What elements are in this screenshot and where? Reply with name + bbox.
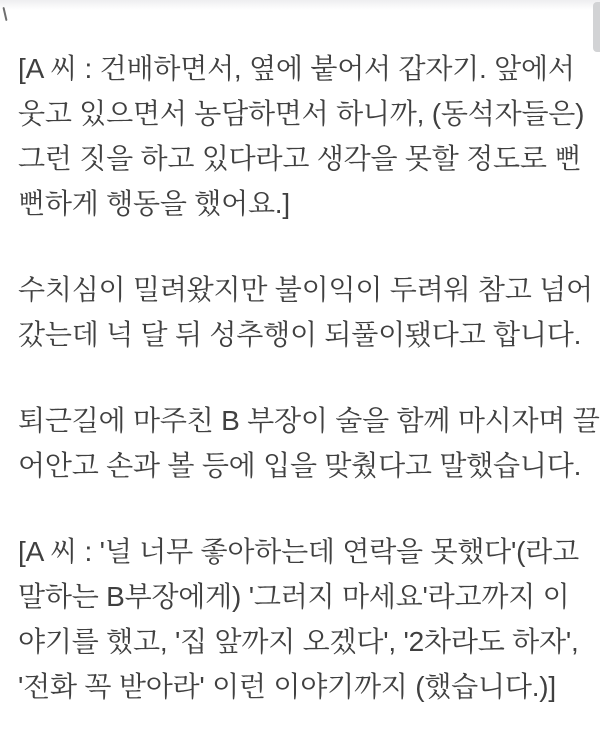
quote-paragraph-1: [A 씨 : 건배하면서, 옆에 붙어서 갑자기. 앞에서 웃고 있으면서 농담하면서 하니까, (동석자들은) 그런 짓을 하고 있다라고 생각을 못할 정도로 뻔 뻔하게 행동을 했어요.] (18, 53, 585, 219)
narration-paragraph-2: 퇴근길에 마주친 B 부장이 술을 함께 마시자며 끌 어안고 손과 볼 등에 입을 맞췄다고 말했습니다. (18, 405, 600, 481)
narration-paragraph-1: 수치심이 밀려왔지만 불이익이 두려워 참고 넘어 갔는데 넉 달 뒤 성추행이 되풀이됐다고 합니다. (18, 274, 593, 350)
quote-paragraph-2: [A 씨 : '널 너무 좋아하는데 연락을 못했다'(라고 말하는 B부장에게) '그러지 마세요'라고까지 이 야기를 했고, '집 앞까지 오겠다', '2차라도 하자', '전화 꼭 받아라' 이런 이야기까지 (했습니다.)] (18, 536, 579, 702)
